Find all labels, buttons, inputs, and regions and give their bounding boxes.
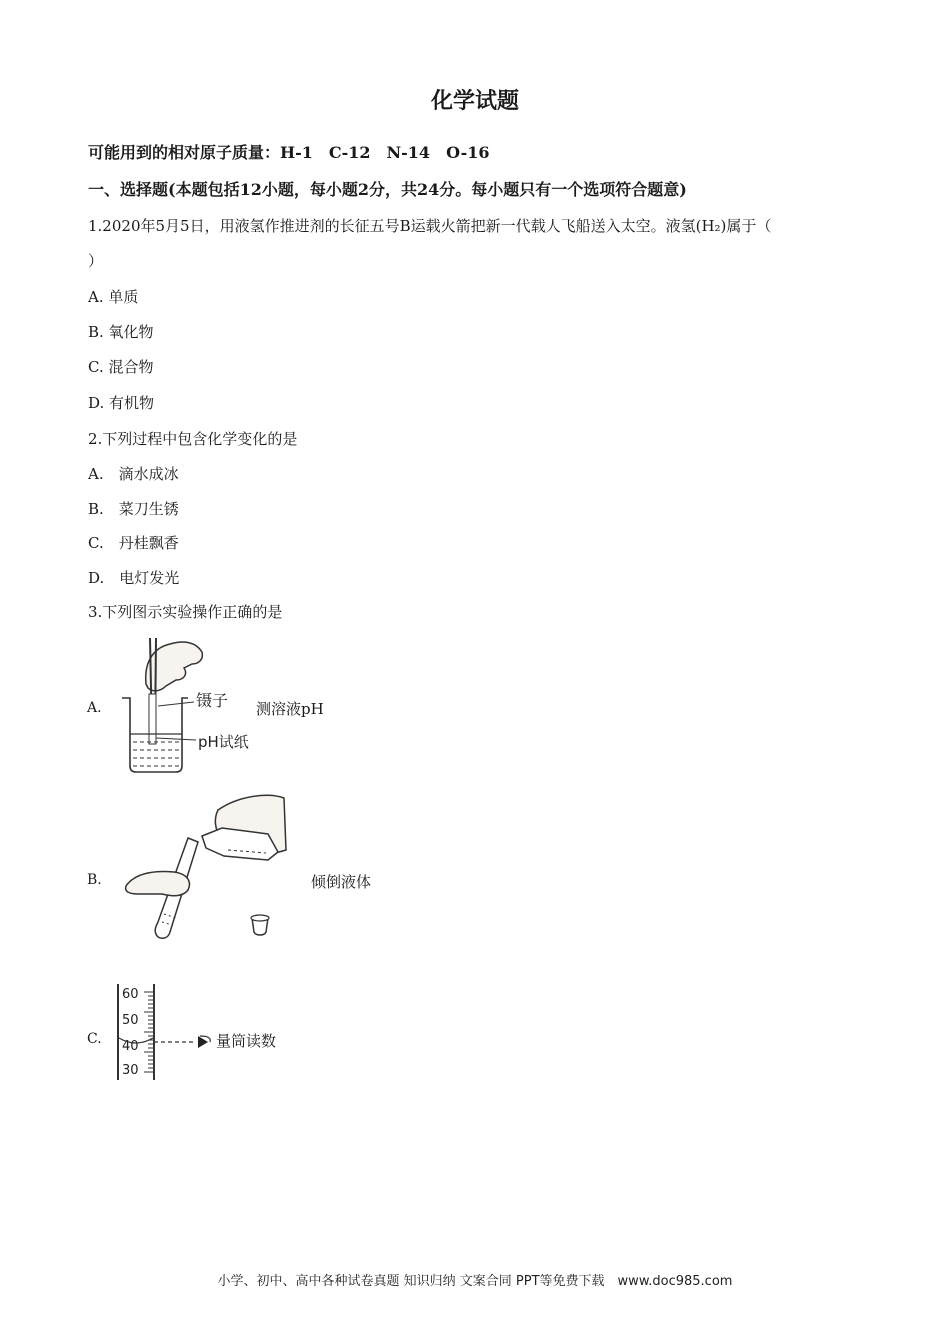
q2-option-c: C. 丹桂飘香 <box>88 534 179 552</box>
q2-option-b: B. 菜刀生锈 <box>88 500 179 518</box>
paper-pointer <box>156 738 196 740</box>
ph-paper-label: pH试纸 <box>198 733 249 751</box>
q1-option-c: C. 混合物 <box>88 358 154 376</box>
scale-60: 60 <box>122 987 139 1002</box>
q3-option-a-text: 测溶液pH <box>256 700 324 718</box>
scale-30: 30 <box>122 1063 139 1078</box>
q1-option-a: A. 单质 <box>88 288 139 306</box>
atomic-masses: 可能用到的相对原子质量：H-1 C-12 N-14 O-16 <box>88 143 490 162</box>
q3-option-b-label: B. <box>87 872 102 888</box>
q3-option-b-text: 倾倒液体 <box>311 873 372 891</box>
q1-stem-close: ） <box>88 252 104 270</box>
eye-icon <box>198 1036 208 1048</box>
tweezers-pointer <box>158 702 194 706</box>
section-heading: 一、选择题(本题包括12小题，每小题2分，共24分。每小题只有一个选项符合题意) <box>88 180 687 199</box>
pouring-liquid-figure <box>118 790 298 950</box>
scale-ticks <box>144 992 154 1072</box>
scale-40: 40 <box>122 1039 139 1054</box>
hand-drawing <box>146 642 203 691</box>
holding-hand <box>126 872 190 896</box>
q2-option-d: D. 电灯发光 <box>88 569 180 587</box>
q2-stem: 2.下列过程中包含化学变化的是 <box>88 430 298 448</box>
graduated-cylinder-figure <box>110 980 214 1084</box>
q1-option-b: B. 氧化物 <box>88 323 154 341</box>
page-title: 化学试题 <box>430 88 519 114</box>
scale-50: 50 <box>122 1013 139 1028</box>
ph-test-figure <box>118 634 268 774</box>
q1-option-d: D. 有机物 <box>88 394 155 412</box>
q3-option-c-text: 量筒读数 <box>216 1032 277 1050</box>
q2-option-a: A. 滴水成冰 <box>88 465 179 483</box>
ph-paper <box>149 694 156 744</box>
q3-option-a-label: A. <box>87 700 102 716</box>
footer-text: 小学、初中、高中各种试卷真题 知识归纳 文案合同 PPT等免费下载 www.doc985.com <box>217 1274 733 1289</box>
q1-stem: 1.2020年5月5日，用液氢作推进剂的长征五号B运载火箭把新一代载人飞船送入太空。液氢(H₂)属于（ <box>88 217 772 235</box>
tweezers-label: 镊子 <box>196 691 229 710</box>
q3-stem: 3.下列图示实验操作正确的是 <box>88 603 283 621</box>
liquid-dashes <box>133 742 180 766</box>
q3-option-c-label: C. <box>87 1031 102 1047</box>
